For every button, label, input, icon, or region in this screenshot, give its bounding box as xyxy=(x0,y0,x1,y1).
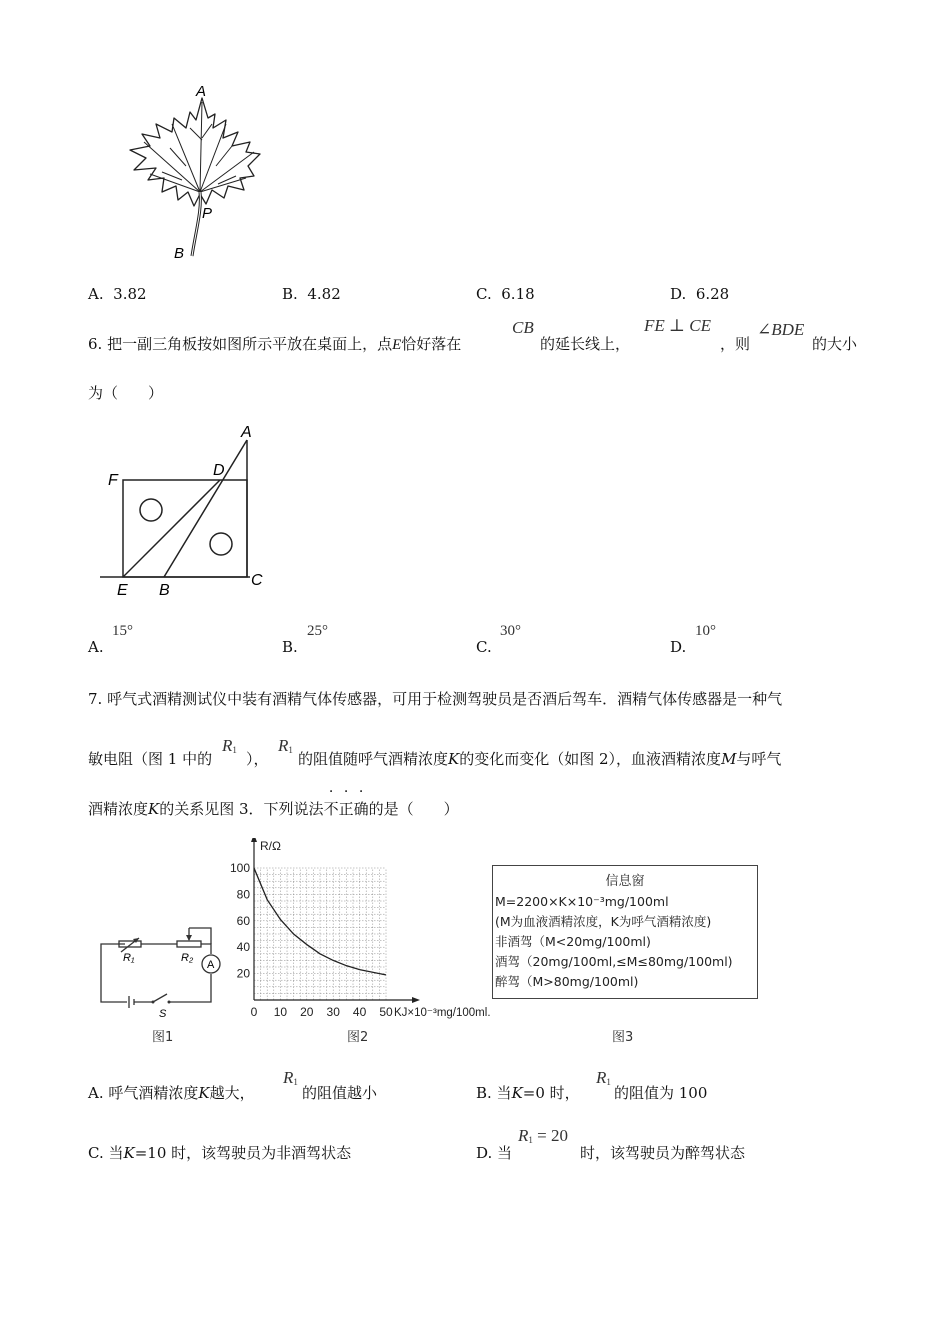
info-line: M=2200×K×10⁻³mg/100ml xyxy=(495,894,669,909)
x-tick-label: 20 xyxy=(300,1005,314,1019)
q6-stem-part3: 的延长线上， xyxy=(540,335,631,353)
q7-option-a[interactable]: A. 呼气酒精浓度K越大， xyxy=(88,1084,255,1102)
q6-stem-line2: 为（ ） xyxy=(88,384,164,402)
x-tick-label: 0 xyxy=(250,1005,258,1019)
y-tick-label: 20 xyxy=(236,966,250,981)
q6-option-d-value: 10° xyxy=(695,623,716,639)
label-f: F xyxy=(108,472,118,489)
q7-option-d-suffix: 时，该驾驶员为醉驾状态 xyxy=(580,1144,746,1162)
q7-stem-line1: 7. 呼气式酒精测试仪中装有酒精气体传感器，可用于检测驾驶员是否酒后驾车．酒精气体传感器是一种气 xyxy=(88,690,783,708)
triangle-figure xyxy=(100,420,280,600)
resistance-chart xyxy=(222,838,492,1023)
q7-stem-line2b: ）， xyxy=(246,750,269,768)
x-tick-label: 40 xyxy=(352,1005,367,1019)
label-e: E xyxy=(117,582,128,599)
label-d: D xyxy=(213,462,225,479)
label-b: B xyxy=(159,582,170,599)
q6-option-c-value: 30° xyxy=(500,623,521,639)
label-c: C xyxy=(251,572,263,589)
q7-option-d[interactable]: D. 当 xyxy=(476,1144,513,1162)
y-axis-arrow xyxy=(251,838,257,842)
label-a: A xyxy=(196,83,207,100)
q5-option-d[interactable]: D. 6.28 xyxy=(670,285,730,303)
info-line: (M为血液酒精浓度，K为呼气酒精浓度) xyxy=(495,914,712,929)
q6-option-d[interactable]: D. xyxy=(670,638,687,656)
q7-option-b[interactable]: B. 当K=0 时， xyxy=(476,1084,580,1102)
y-tick-label: 100 xyxy=(229,861,250,875)
q7-option-a-suffix: 的阻值越小 xyxy=(302,1084,378,1102)
y-axis-label: R/Ω xyxy=(260,839,281,853)
math-r1-eq-20: $R_1 = 20$ xyxy=(518,1126,568,1145)
y-tick-label: 60 xyxy=(236,913,250,928)
fig1-caption: 图1 xyxy=(152,1030,174,1045)
q5-option-b[interactable]: B. 4.82 xyxy=(282,285,341,303)
label-r1: R₁ xyxy=(123,952,135,964)
leaf-figure xyxy=(120,80,270,265)
label-ammeter: A xyxy=(207,959,215,971)
math-angle-bde: ∠BDE xyxy=(757,320,805,339)
fig3-caption: 图3 xyxy=(612,1030,634,1045)
math-r1: $R_1$ xyxy=(596,1068,611,1087)
fig2-caption: 图2 xyxy=(347,1030,369,1045)
info-line: 醉驾（M>80mg/100ml) xyxy=(495,974,639,989)
math-r1: $R_1$ xyxy=(222,736,237,755)
q6-option-c[interactable]: C. xyxy=(476,638,492,656)
circuit-figure xyxy=(95,918,230,1023)
q6-stem-part5: 的大小 xyxy=(812,335,858,353)
y-tick-label: 80 xyxy=(236,887,250,902)
q7-option-b-suffix: 的阻值为 100 xyxy=(614,1084,708,1102)
q7-stem-line2c: 的阻值随呼气酒精浓度K的变化而变化（如图 2），血液酒精浓度M与呼气 xyxy=(298,750,782,768)
info-window-title: 信息窗 xyxy=(605,874,645,889)
x-tick-label: 50 xyxy=(379,1005,393,1019)
label-a: A xyxy=(241,424,252,441)
q7-stem-line2a: 敏电阻（图 1 中的 xyxy=(88,750,213,768)
info-line: 酒驾（20mg/100ml,≤M≤80mg/100ml) xyxy=(495,954,733,969)
q6-stem-part4: ，则 xyxy=(720,335,751,353)
y-tick-label: 40 xyxy=(236,940,250,955)
math-r1: $R_1$ xyxy=(278,736,293,755)
q6-option-a-value: 15° xyxy=(112,623,133,639)
q5-option-c[interactable]: C. 6.18 xyxy=(476,285,535,303)
x-axis-label: KJ×10⁻³mg/100ml. xyxy=(394,1007,491,1019)
q7-option-c[interactable]: C. 当K=10 时，该驾驶员为非酒驾状态 xyxy=(88,1144,352,1162)
q6-stem-line1: 6. 把一副三角板按如图所示平放在桌面上，点E恰好落在 xyxy=(88,335,462,353)
label-b: B xyxy=(174,245,185,262)
q6-option-a[interactable]: A. xyxy=(88,638,104,656)
info-line: 非酒驾（M<20mg/100ml) xyxy=(495,934,651,949)
q5-option-a[interactable]: A. 3.82 xyxy=(88,285,147,303)
x-tick-label: 30 xyxy=(326,1005,340,1019)
label-switch: S xyxy=(159,1008,167,1020)
math-cb: CB xyxy=(512,318,534,337)
math-fe-perp-ce: FE ⊥ CE xyxy=(644,316,711,335)
q6-option-b-value: 25° xyxy=(307,623,328,639)
info-window xyxy=(492,865,758,999)
x-axis-arrow xyxy=(412,997,420,1003)
label-p: P xyxy=(202,205,213,222)
x-tick-label: 10 xyxy=(273,1005,288,1019)
q7-stem-line3: 酒精浓度K的关系见图 3．下列说法不正确的是（ ） xyxy=(88,800,459,818)
label-r2: R₂ xyxy=(181,952,194,964)
q6-option-b[interactable]: B. xyxy=(282,638,298,656)
math-r1: $R_1$ xyxy=(283,1068,298,1087)
